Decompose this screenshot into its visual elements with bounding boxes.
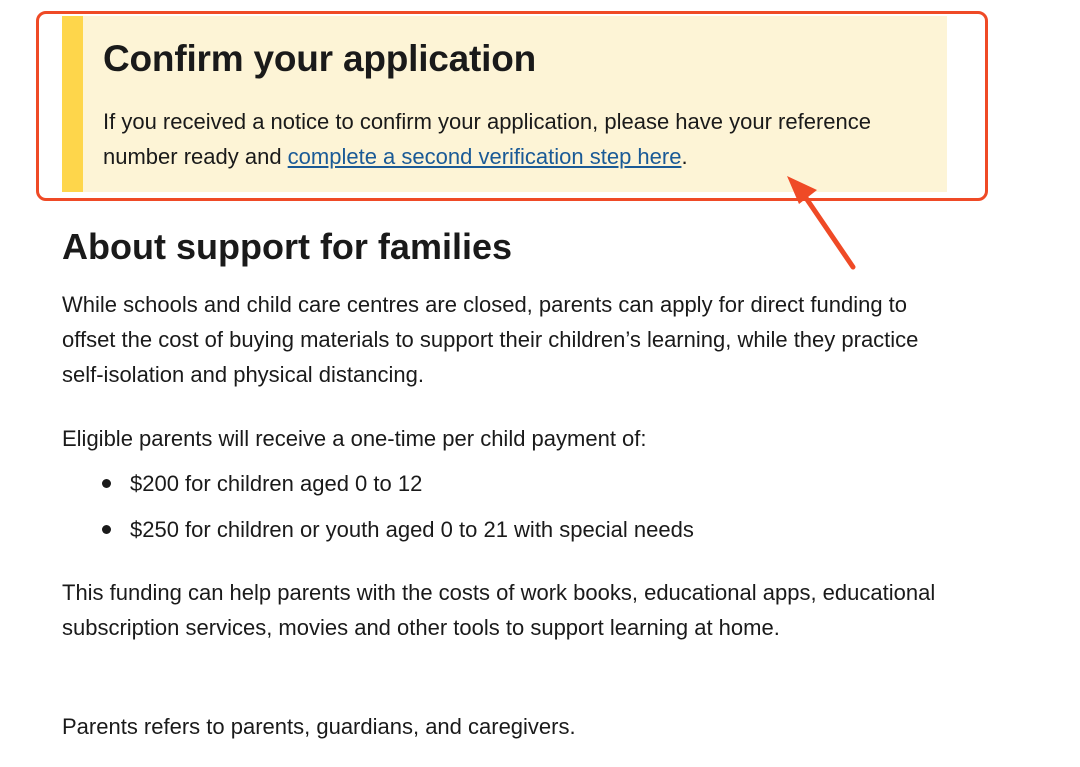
intro-paragraph: While schools and child care centres are closed, parents can apply for direct funding to offset the cost of buying materials to support their children’s learning, while they practice self-isolation and physical distancing. bbox=[62, 292, 919, 387]
list-item-text: $200 for children aged 0 to 12 bbox=[130, 471, 423, 496]
payment-list bbox=[62, 466, 694, 558]
bullet-icon bbox=[102, 525, 111, 534]
annotation-highlight-box bbox=[36, 11, 988, 201]
callout-text-before-link: If you received a notice to confirm your application, please have your reference number ready and bbox=[103, 109, 871, 169]
eligibility-paragraph: Eligible parents will receive a one-time per child payment of: bbox=[62, 426, 647, 451]
callout-title: Confirm your application bbox=[103, 38, 537, 79]
funding-paragraph: This funding can help parents with the costs of work books, educational apps, educational subscription services, movies and other tools to support learning at home. bbox=[62, 580, 936, 640]
section-title: About support for families bbox=[62, 226, 512, 267]
callout-text-after-link: . bbox=[681, 144, 688, 169]
parents-definition-paragraph: Parents refers to parents, guardians, and caregivers. bbox=[62, 714, 576, 739]
list-item bbox=[62, 466, 694, 501]
list-item-text: $250 for children or youth aged 0 to 21 with special needs bbox=[130, 517, 694, 542]
verification-step-link[interactable]: complete a second verification step here bbox=[287, 144, 682, 169]
list-item bbox=[62, 512, 694, 547]
bullet-icon bbox=[102, 479, 111, 488]
